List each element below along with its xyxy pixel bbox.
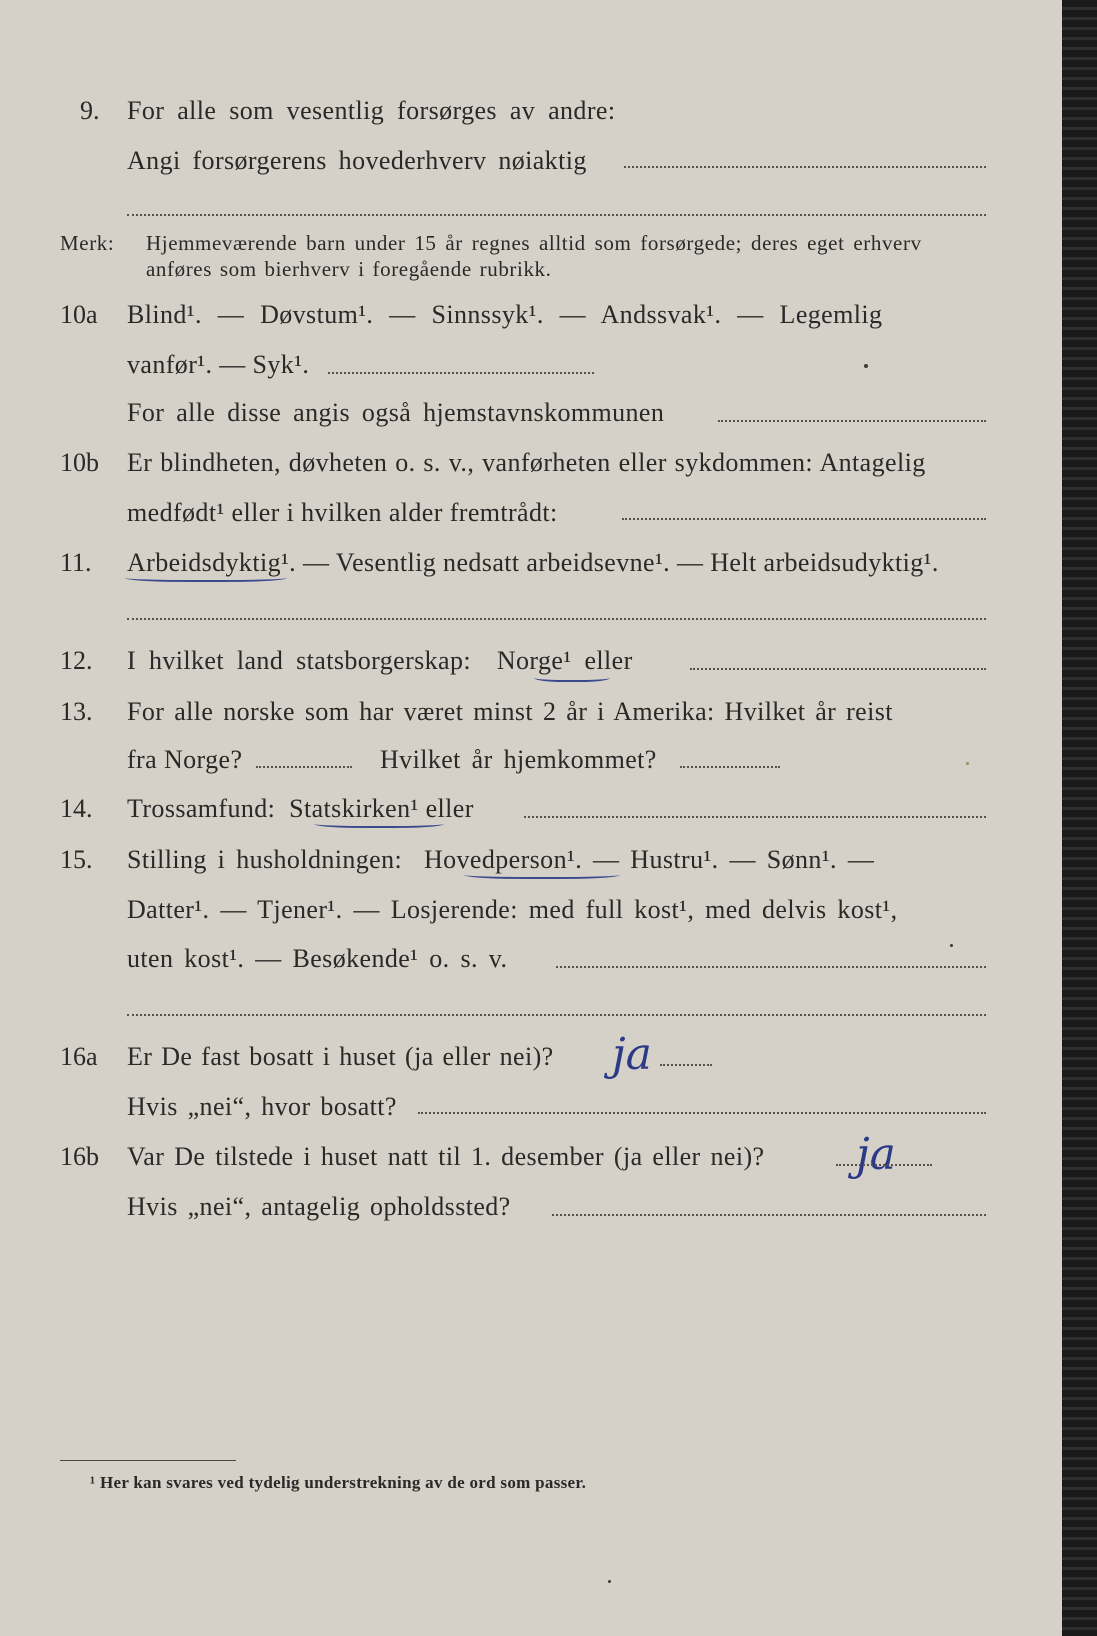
q15-separator-line <box>127 1014 986 1016</box>
q10a-number: 10a <box>60 300 98 329</box>
q15-line3: uten kost¹. — Besøkende¹ o. s. v. <box>127 944 508 973</box>
q13-line1: For alle norske som har været minst 2 år i Amerika: Hvilket år reist <box>127 697 893 726</box>
q11-option-arbeidsdyktig: Arbeidsdyktig <box>127 548 281 577</box>
q9-number: 9. <box>80 96 100 125</box>
footnote: ¹ Her kan svares ved tydelig understrekning av de ord som passer. <box>90 1473 587 1492</box>
q12-option-norge: Norge <box>496 646 564 675</box>
q12-question: I hvilket land statsborgerskap: <box>127 646 472 675</box>
q14-handwritten-underline <box>314 818 444 828</box>
q16b-location-line <box>552 1214 986 1216</box>
q16a-handwritten-answer: ja <box>612 1029 652 1080</box>
q16b-line1: Var De tilstede i huset natt til 1. desember (ja eller nei)? <box>127 1142 765 1171</box>
q11-separator-line <box>127 618 986 620</box>
q16a-number: 16a <box>60 1042 98 1071</box>
q12-option-rest: ¹ eller <box>563 646 633 675</box>
scan-speck <box>608 1580 611 1583</box>
note-line1: Hjemmeværende barn under 15 år regnes alltid som forsørgede; deres eget erhverv <box>146 231 922 255</box>
q16a-line1: Er De fast bosatt i huset (ja eller nei)? <box>127 1042 554 1071</box>
note-line2: anføres som bierhverv i foregående rubrikk. <box>146 257 552 281</box>
q11-number: 11. <box>60 548 92 577</box>
q10a-line1: Blind¹. — Døvstum¹. — Sinnssyk¹. — Andssvak¹. — Legemlig <box>127 300 883 329</box>
q10a-syk-line <box>328 372 594 374</box>
q16b-answer-line <box>836 1164 932 1166</box>
scan-edge-border <box>1062 0 1097 1636</box>
q14-question: Trossamfund: <box>127 794 276 823</box>
q16a-line2: Hvis „nei“, hvor bosatt? <box>127 1092 397 1121</box>
q10b-line1: Er blindheten, døvheten o. s. v., vanførheten eller sykdommen: Antagelig <box>127 448 926 477</box>
q15-question: Stilling i husholdningen: <box>127 845 403 874</box>
q15-handwritten-underline <box>464 869 620 879</box>
q16b-number: 16b <box>60 1142 99 1171</box>
scan-speck <box>966 762 969 765</box>
q12-answer-line <box>690 668 986 670</box>
q11-options-rest: ¹. — Vesentlig nedsatt arbeidsevne¹. — Helt arbeidsudyktig¹. <box>280 548 939 577</box>
scan-speck <box>864 364 868 368</box>
scan-speck <box>950 944 953 947</box>
q11-handwritten-underline <box>125 572 287 582</box>
q9-answer-line-2 <box>127 214 986 216</box>
q16a-residence-line <box>418 1112 986 1114</box>
q10a-line3: For alle disse angis også hjemstavnskommunen <box>127 398 665 427</box>
q12-handwritten-underline <box>534 672 610 682</box>
q15-options-rest: ¹. — Hustru¹. — Sønn¹. — <box>567 845 875 874</box>
q14-option-rest: ¹ eller <box>410 794 474 823</box>
q13-line2b: Hvilket år hjemkommet? <box>380 745 657 774</box>
footnote-rule <box>60 1460 236 1461</box>
q10b-number: 10b <box>60 448 99 477</box>
q10a-line2: vanfør¹. — Syk¹. <box>127 350 310 379</box>
q15-number: 15. <box>60 845 93 874</box>
q16a-answer-line <box>660 1064 712 1066</box>
q9-answer-line <box>624 166 986 168</box>
q16b-line2: Hvis „nei“, antagelig opholdssted? <box>127 1192 511 1221</box>
q13-line2a: fra Norge? <box>127 745 243 774</box>
q15-option-hovedperson: Hovedperson <box>423 845 567 874</box>
q15-answer-line <box>556 966 986 968</box>
q13-year-left-line <box>256 766 352 768</box>
q10b-answer-line <box>622 518 986 520</box>
q15-line2: Datter¹. — Tjener¹. — Losjerende: med full kost¹, med delvis kost¹, <box>127 895 898 924</box>
q14-number: 14. <box>60 794 93 823</box>
q9-line1: For alle som vesentlig forsørges av andre: <box>127 96 616 125</box>
q14-option-statskirken: Statskirken <box>289 794 411 823</box>
q13-year-returned-line <box>680 766 780 768</box>
q10b-line2: medfødt¹ eller i hvilken alder fremtrådt: <box>127 498 558 527</box>
q12-number: 12. <box>60 646 93 675</box>
q10a-home-line <box>718 420 986 422</box>
q9-line2: Angi forsørgerens hovederhverv nøiaktig <box>127 146 587 175</box>
q16b-handwritten-answer: ja <box>856 1129 896 1180</box>
q13-number: 13. <box>60 697 93 726</box>
q14-answer-line <box>524 816 986 818</box>
note-label: Merk: <box>60 231 115 255</box>
